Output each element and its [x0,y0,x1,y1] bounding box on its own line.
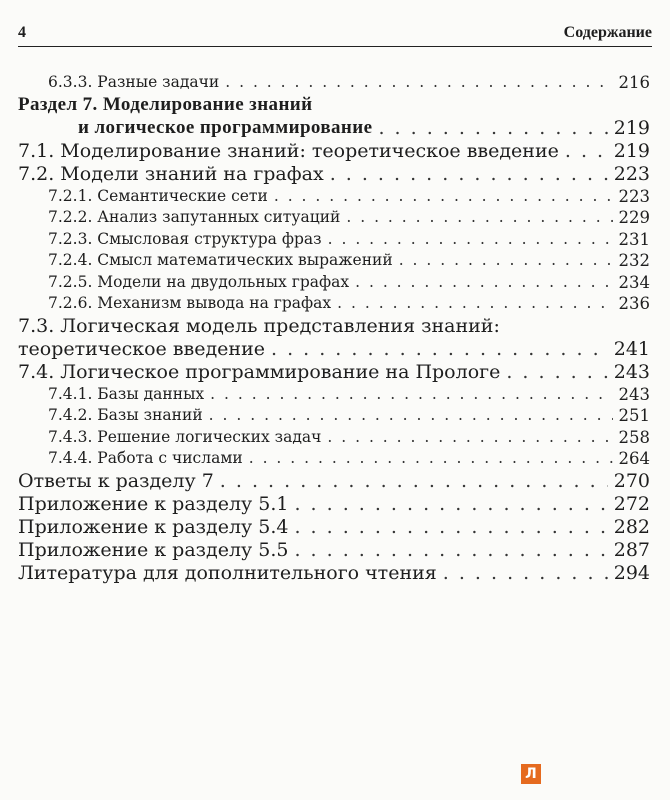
toc-part-entry[interactable] [18,116,650,140]
toc-page-number: 258 [618,427,650,447]
toc-entry[interactable] [18,250,650,272]
toc-part-title-cont: и логическое программирование [78,116,373,138]
toc-page-number: 282 [613,515,650,538]
toc-entry-title: 7.4.2. Базы знаний [48,406,203,424]
toc-entry[interactable] [18,384,650,406]
toc-leader-dots [220,470,608,493]
toc-entry-title: 7.2. Модели знаний на графах [18,162,324,185]
table-of-contents [18,72,650,585]
toc-leader-dots [294,493,607,516]
logo-letter: Л [525,766,537,782]
toc-page-number: 231 [618,229,650,249]
toc-page-number: 294 [613,561,650,584]
toc-page-number: 219 [613,116,650,139]
toc-entry-title: Приложение к разделу 5.4 [18,515,289,538]
toc-entry[interactable] [18,361,650,384]
toc-leader-dots [209,405,613,427]
toc-entry[interactable] [18,562,650,585]
toc-part-heading[interactable]: Раздел 7. Моделирование знаний [18,93,313,115]
toc-entry[interactable] [18,516,650,539]
toc-entry-title: 7.2.4. Смысл математических выражений [48,251,393,269]
toc-entry[interactable] [18,207,650,229]
toc-entry-title-cont: теоретическое введение [18,337,265,360]
toc-leader-dots [443,562,608,585]
toc-page-number: 264 [618,449,650,468]
toc-leader-dots [355,272,612,294]
toc-entry[interactable] [18,272,650,294]
page-header [18,22,652,47]
toc-entry[interactable] [18,470,650,493]
toc-page-number: 270 [613,469,650,492]
toc-entry-title: 6.3.3. Разные задачи [48,73,220,91]
toc-entry[interactable] [18,405,650,427]
toc-entry-title: 7.2.3. Смысловая структура фраз [48,229,322,248]
toc-page-number: 241 [613,337,650,360]
toc-entry[interactable] [18,186,650,208]
page-number: 4 [18,24,26,41]
toc-leader-dots [210,384,612,406]
toc-entry[interactable] [18,448,650,470]
toc-entry-title: 7.2.2. Анализ запутанных ситуаций [48,208,341,226]
toc-entry-title: 7.4.1. Базы данных [48,384,205,403]
toc-leader-dots [337,293,612,315]
toc-entry[interactable] [18,229,650,251]
toc-entry-title: Приложение к разделу 5.5 [18,538,289,561]
toc-entry-title-line1[interactable]: 7.3. Логическая модель представления знаний: [18,314,500,337]
toc-leader-dots [327,427,612,449]
toc-page-number: 287 [613,538,650,561]
labirint-logo-icon [521,764,541,784]
toc-leader-dots [330,163,608,186]
toc-page-number: 272 [613,492,650,515]
toc-leader-dots [271,338,608,361]
toc-leader-dots [294,516,607,539]
toc-entry-title: Литература для дополнительного чтения [18,561,437,584]
toc-entry-title: 7.4.3. Решение логических задач [48,427,322,446]
toc-page-number: 251 [618,406,650,425]
toc-entry[interactable] [18,293,650,315]
toc-leader-dots [399,250,613,272]
toc-page-number: 223 [613,162,650,185]
toc-entry[interactable] [18,163,650,186]
toc-entry[interactable] [18,493,650,516]
toc-entry-title: Ответы к разделу 7 [18,469,214,492]
section-title: Содержание [563,24,652,41]
toc-entry[interactable] [18,338,650,361]
toc-page-number: 216 [618,73,650,92]
toc-entry[interactable] [18,539,650,562]
toc-page-number: 223 [618,186,650,206]
toc-page-number: 234 [618,272,650,292]
toc-page-number: 236 [618,294,650,313]
toc-leader-dots [274,186,613,208]
toc-entry[interactable] [18,72,650,94]
toc-entry[interactable] [18,140,650,163]
toc-leader-dots [506,361,607,384]
toc-entry-title: 7.1. Моделирование знаний: теоретическое введение [18,139,559,162]
toc-entry-title: 7.2.5. Модели на двудольных графах [48,272,350,291]
toc-leader-dots [378,116,607,140]
toc-entry[interactable] [18,427,650,449]
toc-entry-title: 7.2.1. Семантические сети [48,186,268,205]
toc-entry-title: 7.4.4. Работа с числами [48,449,243,467]
toc-leader-dots [565,140,608,163]
toc-page-number: 243 [613,360,650,383]
toc-leader-dots [225,72,612,94]
toc-entry-title: Приложение к разделу 5.1 [18,492,289,515]
toc-entry-title: 7.2.6. Механизм вывода на графах [48,294,332,312]
toc-entry-title: 7.4. Логическое программирование на Прологе [18,360,501,383]
toc-leader-dots [328,229,613,251]
toc-page-number: 229 [618,208,650,227]
toc-page-number: 219 [613,139,650,162]
toc-leader-dots [249,448,613,470]
toc-leader-dots [294,539,607,562]
toc-page-number: 232 [618,251,650,270]
toc-leader-dots [346,207,612,229]
toc-page-number: 243 [618,384,650,404]
